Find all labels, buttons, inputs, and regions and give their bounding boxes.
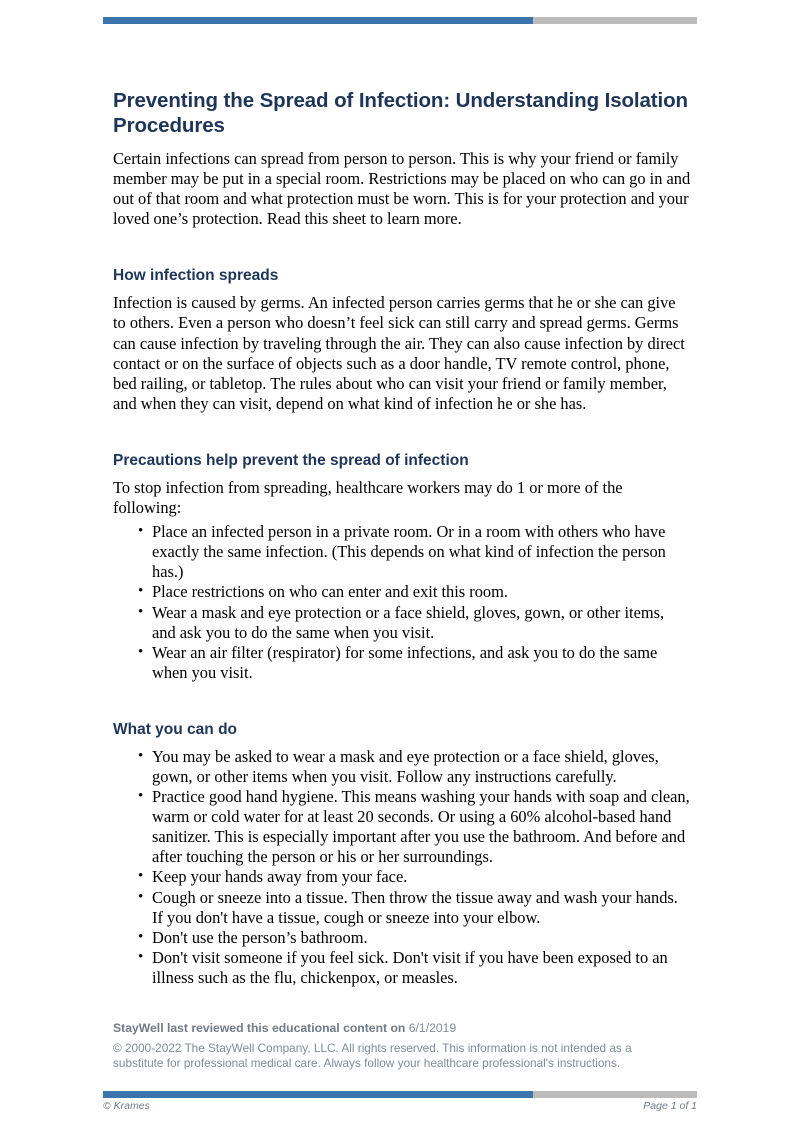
section-paragraph-how-infection-spreads: Infection is caused by germs. An infected person carries germs that he or she can give to others. Even a person who doesn’t feel sick can still carry and spread germs. Germs can cause infection by traveling through the air. They can also cause infection by direct contact or on the surface of objects such as a door handle, TV remote control, phone, bed railing, or tabletop. The rules about who can visit your friend or family member, and when they can visit, depend on what kind of infection he or she has. xyxy=(113,293,685,413)
list-item: • Place an infected person in a private room. Or in a room with others who have exactly the same infection. (This depends on what kind of infection the person has.) xyxy=(113,522,691,582)
list-item: • Cough or sneeze into a tissue. Then throw the tissue away and wash your hands. If you don't have a tissue, cough or sneeze into your elbow. xyxy=(113,888,691,928)
header-rule-gray-segment xyxy=(533,17,697,24)
review-line xyxy=(113,1020,691,1037)
list-item: • Don't use the person’s bathroom. xyxy=(113,928,691,948)
list-item: • Practice good hand hygiene. This means washing your hands with soap and clean, warm or cold water for at least 20 seconds. Or using a 60% alcohol-based hand sanitizer. This is especially important after you use the bathroom. And before and after touching the person or his or her surroundings. xyxy=(113,787,691,867)
footer-rule-gray-segment xyxy=(533,1091,697,1098)
review-label: StayWell last reviewed this educational content on xyxy=(113,1021,406,1035)
intro-paragraph: Certain infections can spread from person to person. This is why your friend or family member may be put in a special room. Restrictions may be placed on who can go in and out of that room and what protection must be worn. This is for your protection and your loved one’s protection. Read this sheet to learn more. xyxy=(113,149,691,229)
list-item: • Wear an air filter (respirator) for some infections, and ask you to do the same when you visit. xyxy=(113,643,691,683)
footer-copyright: © Krames xyxy=(103,1100,150,1112)
list-item: • Wear a mask and eye protection or a face shield, gloves, gown, or other items, and ask you to do the same when you visit. xyxy=(113,603,691,643)
list-item: • Keep your hands away from your face. xyxy=(113,867,691,887)
header-rule-blue-segment xyxy=(103,17,533,24)
legal-block xyxy=(113,1020,691,1072)
page-title: Preventing the Spread of Infection: Understanding Isolation Procedures xyxy=(113,89,688,137)
list-item: • You may be asked to wear a mask and eye protection or a face shield, gloves, gown, or other items when you visit. Follow any instructions carefully. xyxy=(113,747,691,787)
what-you-can-do-bullet-list xyxy=(113,747,691,988)
precautions-bullet-list xyxy=(113,522,691,683)
section-heading-precautions: Precautions help prevent the spread of infection xyxy=(113,451,469,469)
footer-rule-blue-segment xyxy=(103,1091,533,1098)
review-date: 6/1/2019 xyxy=(408,1021,457,1035)
section-heading-what-you-can-do: What you can do xyxy=(113,720,237,738)
section-paragraph-precautions: To stop infection from spreading, healthcare workers may do 1 or more of the following: xyxy=(113,477,623,518)
page-footer xyxy=(103,1100,697,1112)
list-item: • Don't visit someone if you feel sick. Don't visit if you have been exposed to an illness such as the flu, chickenpox, or measles. xyxy=(113,948,691,988)
footer-page-number: Page 1 of 1 xyxy=(643,1100,697,1112)
section-heading-how-infection-spreads: How infection spreads xyxy=(113,267,279,285)
footer-rule xyxy=(103,1091,697,1098)
copyright-notice: © 2000-2022 The StayWell Company, LLC. All rights reserved. This information is not intended as a substitute for professional medical care. Always follow your healthcare professional's instructions. xyxy=(113,1041,632,1071)
header-rule xyxy=(103,17,697,24)
document-content xyxy=(113,88,691,1072)
list-item: • Place restrictions on who can enter and exit this room. xyxy=(113,582,691,602)
